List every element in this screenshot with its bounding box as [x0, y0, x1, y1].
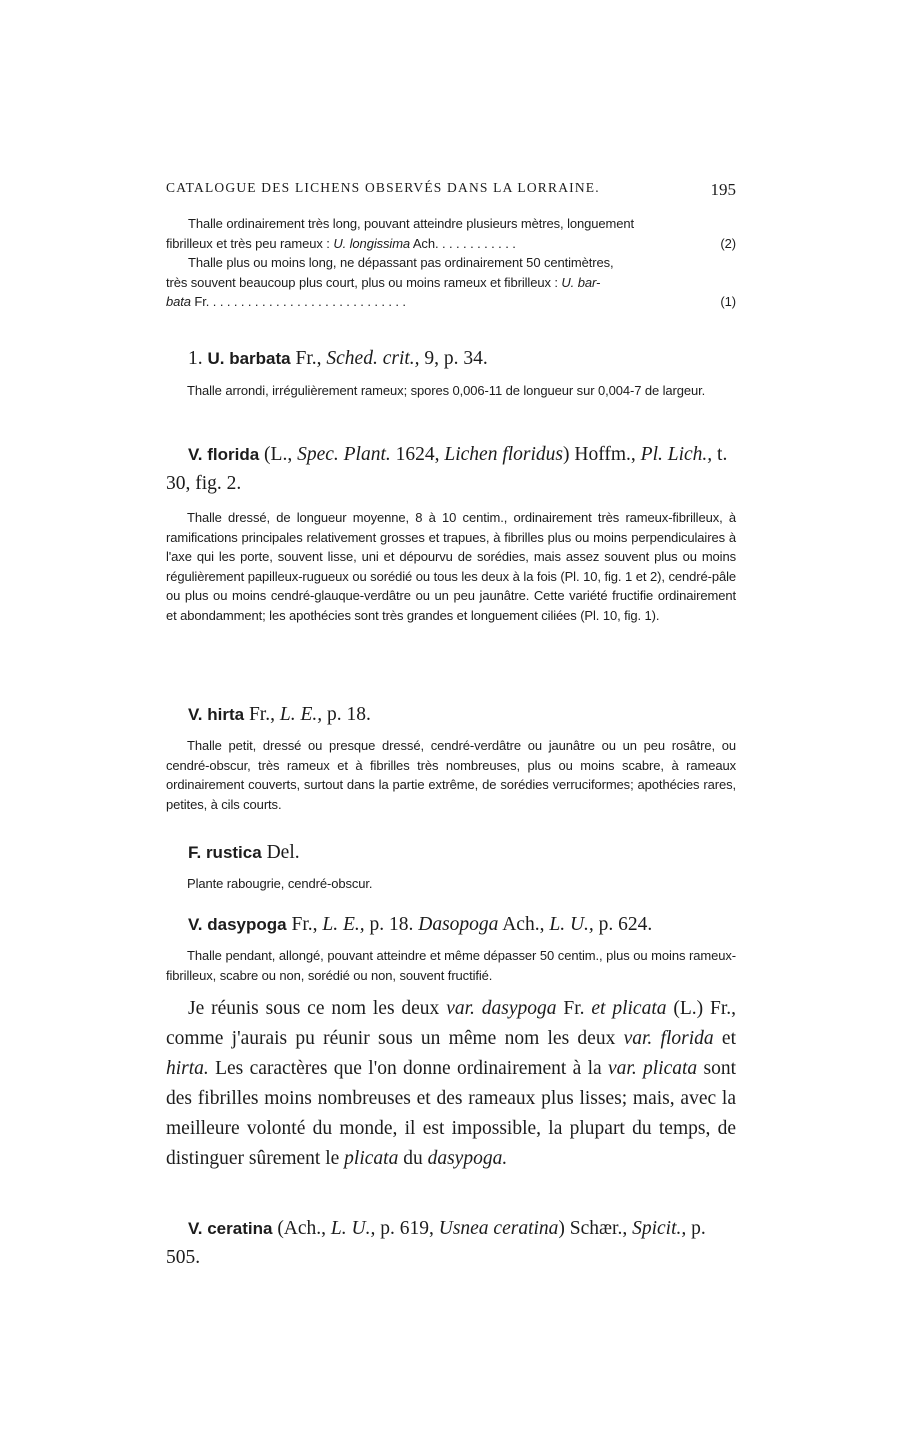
discussion-paragraph: Je réunis sous ce nom les deux var. dasypoga Fr. et plicata (L.) Fr., comme j'aurais pu réunir sous un même nom les deux var. florida et hirta. Les caractères que l'on donne ordinairement à la var. plicata sont des fibrilles moins nombreuses et des rameaux plus lisses; mais, avec la meilleure volonté du monde, il est impossible, la plupart du temps, de distinguer sûrement le plicata du dasypoga. [166, 998, 737, 1169]
entry-dasypoga-heading: V. dasypoga Fr., L. E., p. 18. Dasopoga Ach., L. U., p. 624. [188, 914, 653, 935]
entry-rustica-heading: F. rustica Del. [188, 842, 300, 863]
taxon-name: V. hirta [188, 705, 245, 724]
key-line-2: fibrilleux et très peu rameux : U. longissima Ach. . . . . . . . . . . . (2) [166, 234, 736, 254]
identification-key [166, 214, 736, 312]
entry-hirta-heading: V. hirta Fr., L. E., p. 18. [188, 704, 371, 725]
key-ref-1: (1) [720, 294, 736, 309]
key-line-4: très souvent beaucoup plus court, plus ou moins rameux et fibrilleux : U. bar- [166, 274, 601, 290]
running-title: CATALOGUE DES LICHENS OBSERVÉS DANS LA LORRAINE. [166, 180, 600, 195]
taxon-name: V. dasypoga [188, 915, 287, 934]
entry-barbata-heading: 1. U. barbata Fr., Sched. crit., 9, p. 34. [188, 348, 488, 369]
key-ref-2: (2) [720, 235, 736, 251]
entry-ceratina-heading: V. ceratina (Ach., L. U., p. 619, Usnea ceratina) Schær., Spicit., p. 505. [166, 1218, 706, 1268]
key-line-3: Thalle plus ou moins long, ne dépassant pas ordinairement 50 centimètres, [188, 255, 614, 270]
entry-florida-heading: V. florida (L., Spec. Plant. 1624, Lichen floridus) Hoffm., Pl. Lich., t. 30, fig. 2. [166, 444, 728, 494]
key-line-5: bata Fr. . . . . . . . . . . . . . . . . . . . . . . . . . . . . (1) [166, 292, 736, 312]
taxon-longissima: U. longissima [333, 235, 411, 251]
taxon-name: V. florida [188, 445, 260, 464]
page-number: 195 [710, 180, 736, 199]
taxon-name: U. barbata [207, 349, 291, 368]
entry-rustica-description: Plante rabougrie, cendré-obscur. [187, 876, 373, 891]
taxon-name: V. ceratina [188, 1219, 273, 1238]
entry-hirta-description: Thalle petit, dressé ou presque dressé, cendré-verdâtre ou jaunâtre ou un peu rosâtre, ou cendré-obscur, très rameux et à fibrilles très nombreuses, plus ou moins scabre, à rameaux ordinairement couverts, surtout dans la partie extrême, de sorédies verruciformes; apothécies rares, petites, à cils courts. [166, 738, 736, 812]
entry-dasypoga-description: Thalle pendant, allongé, pouvant atteindre et même dépasser 50 centim., plus ou moins rameux-fibrilleux, scabre ou non, sorédié ou non, souvent fructifié. [166, 948, 736, 983]
entry-florida-description: Thalle dressé, de longueur moyenne, 8 à 10 centim., ordinairement très rameux-fibrilleux, à ramifications principales relativement grosses et trapues, à fibrilles plus ou moins perpendiculaires à l'axe qui les porte, souvent lisse, uni et dépourvu de sorédies, mais assez souvent plus ou moins régulièrement papilleux-rugueux ou sorédié ou tous les deux à la fois (Pl. 10, fig. 1 et 2), cendré-pâle ou plus ou moins cendré-glauque-verdâtre ou un peu jaunâtre. Cette variété fructifie ordinairement et abondamment; les apothécies sont très grandes et longuement ciliées (Pl. 10, fig. 1). [166, 510, 736, 623]
key-line-1: Thalle ordinairement très long, pouvant atteindre plusieurs mètres, longuement [188, 216, 635, 231]
running-header [166, 180, 736, 200]
taxon-name: F. rustica [188, 843, 262, 862]
entry-barbata-description: Thalle arrondi, irrégulièrement rameux; spores 0,006-11 de longueur sur 0,004-7 de largeur. [187, 383, 706, 398]
